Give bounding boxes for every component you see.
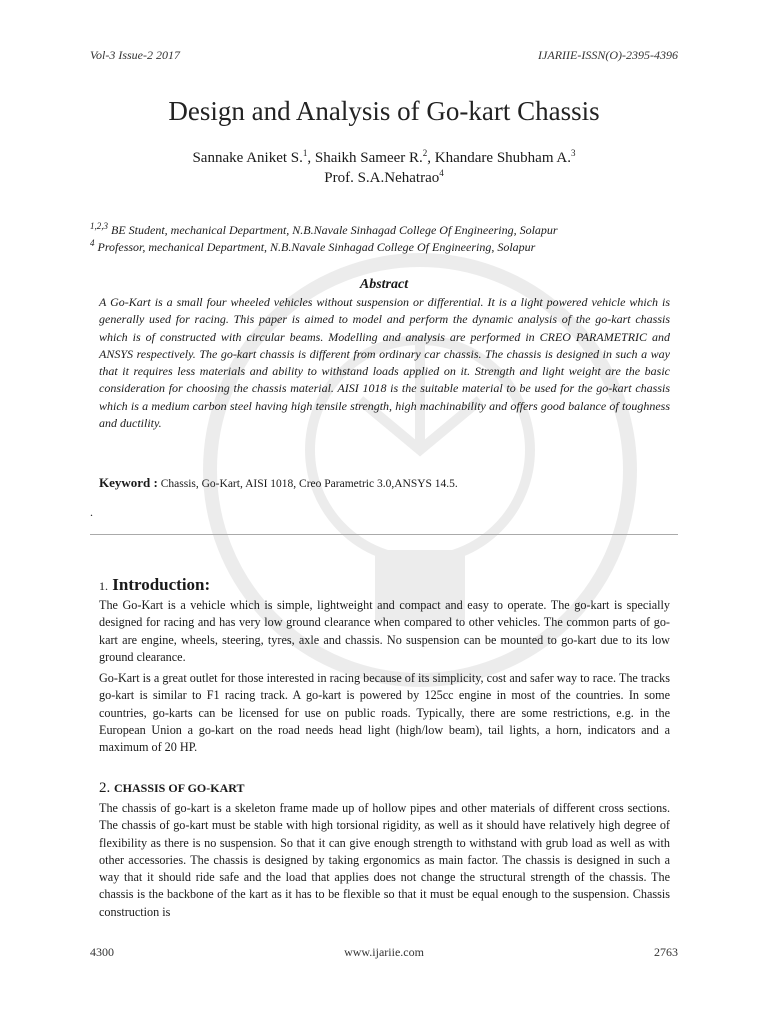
stray-dot: . — [90, 505, 93, 519]
keywords — [99, 475, 458, 491]
divider — [90, 534, 678, 535]
abstract-heading: Abstract — [359, 277, 409, 292]
section-1-heading: 1. Introduction: — [99, 575, 211, 594]
section-1-paragraph-2: Go-Kart is a great outlet for those interested in racing because of its simplicity, cost and safer way to race. The tracks go-kart is similar to F1 racing track. A go-kart is powered by 125cc engine in most of the countries. In some countries, go-karts can be licensed for use on public roads. Typically, there are some restrictions, e.g. in the European Union a go-kart on the road needs head light (high/low beam), tail lights, a horn, indicators and a maximum of 20 HP. — [99, 671, 670, 755]
keywords-label: Keyword : — [99, 475, 158, 490]
header-issn: IJARIIE-ISSN(O)-2395-4396 — [538, 48, 678, 62]
abstract-text: A Go-Kart is a small four wheeled vehicles without suspension or differential. It is a light powered vehicle which is generally used for racing. This paper is aimed to model and perform the dynamic analysis of the go-kart chassis which is of constructed with circular beams. Modelling and analysis are performed in CREO PARAMETRIC and ANSYS respectively. The go-kart chassis is different from ordinary car chassis. The chassis is designed in such a way that it requires less materials and ability to withstand loads applied on it. Strength and light weight are the basic consideration for choosing the chassis material. AISI 1018 is the suitable material to be used for the go-kart chassis which is a medium carbon steel having high tensile strength, high machinability and offers good balance of toughness and ductility. — [99, 295, 670, 431]
footer-website: www.ijariie.com — [344, 945, 424, 959]
affiliations — [90, 222, 710, 256]
section-2-paragraph-1: The chassis of go-kart is a skeleton frame made up of hollow pipes and other materials of different cross sections. The chassis of go-kart must be stable with high torsional rigidity, as well as it should have relatively high degree of flexibility as there is no suspension. So that it can give enough strength to withstand with grub load as well as with other accessories. The chassis is designed by taking ergonomics as main factor. The chassis is designed in such a way that it should ride safe and the load that applies does not change the structural strength of the chassis. The chassis is the backbone of the kart as it has to be flexible so that it must be equal enough to the suspension. Chassis construction is — [99, 801, 670, 919]
author-1: Sannake Aniket S. — [192, 150, 303, 166]
affiliation-1: $^{1,2,3}$ BE Student, mechanical Department, N.B.Navale Sinhagad College Of Engineering, Solapur — [90, 221, 558, 237]
footer-page-number: 2763 — [654, 945, 678, 959]
author-4: Prof. S.A.Nehatrao — [324, 170, 440, 186]
keywords-text: Chassis, Go-Kart, AISI 1018, Creo Parametric 3.0,ANSYS 14.5. — [157, 478, 458, 490]
section-1-paragraph-1: The Go-Kart is a vehicle which is simple, lightweight and compact and easy to operate. The go-kart is specially designed for racing and has very low ground clearance when compared to other vehicles. The common parts of go-kart are engine, wheels, steering, tyres, axle and chassis. No suspension can be mounted to go-kart due to its low ground clearance. — [99, 598, 670, 664]
author-list: Sannake Aniket S.$^1$, Shaikh Sameer R.$^2$, Khandare Shubham A.$^3$ Prof. S.A.Nehatrao$^4$ — [192, 148, 576, 186]
affiliation-2: $^4$ Professor, mechanical Department, N.B.Navale Sinhagad College Of Engineering, Solapur — [90, 238, 536, 254]
footer-left: 4300 — [90, 945, 114, 959]
author-3: Khandare Shubham A. — [434, 150, 572, 166]
header-volume: Vol-3 Issue-2 2017 — [90, 48, 180, 62]
author-2: Shaikh Sameer R. — [314, 150, 423, 166]
paper-title: Design and Analysis of Go-kart Chassis — [168, 96, 600, 126]
section-2-heading: 2. CHASSIS OF GO-KART — [99, 780, 245, 796]
